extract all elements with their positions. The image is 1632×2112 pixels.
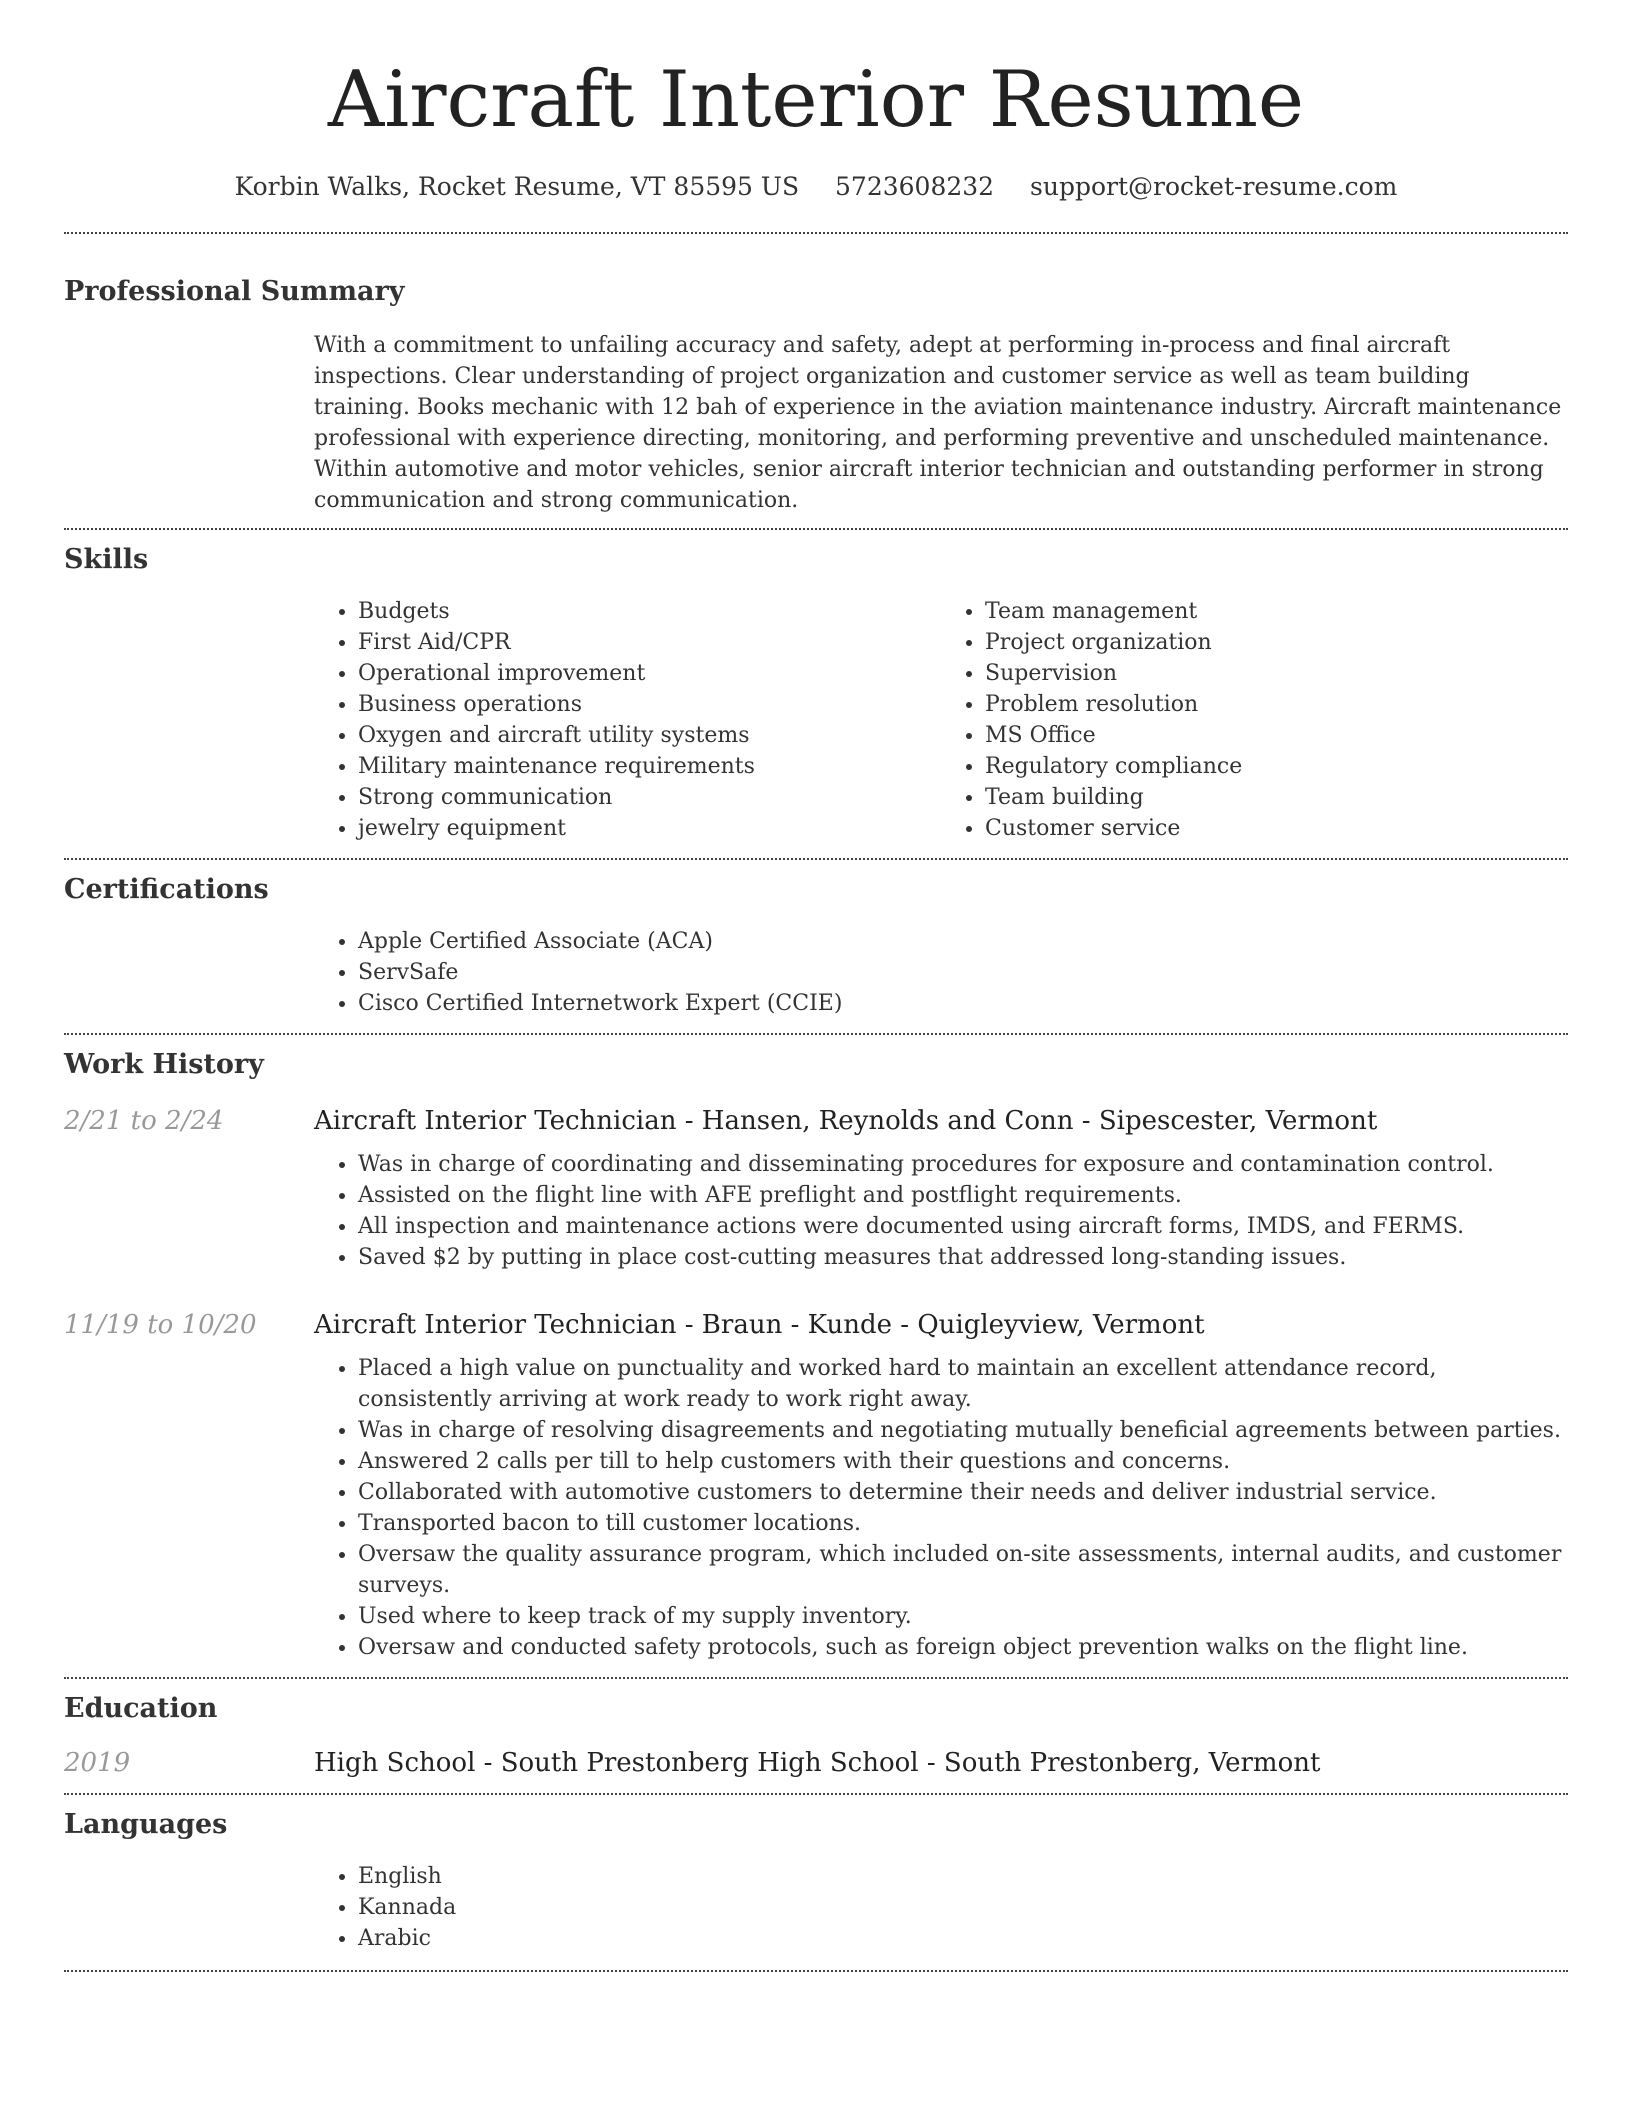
- education-entry: [64, 1743, 1568, 1783]
- job-body: [314, 1305, 1568, 1663]
- divider: [64, 1970, 1568, 1972]
- job-bullet: • Answered 2 calls per till to help customers with their questions and concerns.: [358, 1446, 1568, 1477]
- resume-header: [0, 0, 1632, 204]
- skills-heading: Skills: [64, 544, 149, 575]
- skill-item: • Team building: [985, 782, 1568, 813]
- divider: [64, 232, 1568, 234]
- skill-item: • Military maintenance requirements: [358, 751, 941, 782]
- resume-title: Aircraft Interior Resume: [327, 55, 1305, 145]
- summary-heading: Professional Summary: [64, 276, 405, 307]
- job-title: Aircraft Interior Technician - Braun - Kunde - Quigleyview, Vermont: [314, 1310, 1205, 1340]
- certification-item: • Cisco Certified Internetwork Expert (CCIE): [358, 988, 1568, 1019]
- divider: [64, 1677, 1568, 1679]
- skill-item: • Customer service: [985, 813, 1568, 844]
- certification-item: • ServSafe: [358, 957, 1568, 988]
- skill-item: • Regulatory compliance: [985, 751, 1568, 782]
- job-title: Aircraft Interior Technician - Hansen, Reynolds and Conn - Sipescester, Vermont: [314, 1106, 1378, 1136]
- job-entry: [64, 1101, 1568, 1273]
- skill-item: • Oxygen and aircraft utility systems: [358, 720, 941, 751]
- contact-phone: 5723608232: [835, 172, 995, 201]
- divider: [64, 858, 1568, 860]
- education-heading: Education: [64, 1693, 218, 1724]
- skill-item: • Business operations: [358, 689, 941, 720]
- education-line: High School - South Prestonberg High School - South Prestonberg, Vermont: [314, 1748, 1321, 1778]
- certifications-body: [314, 926, 1568, 1019]
- skill-item: • Budgets: [358, 596, 941, 627]
- job-bullet: • Oversaw the quality assurance program, which included on-site assessments, internal audits, and customer surveys.: [358, 1539, 1568, 1601]
- job-bullet: • Transported bacon to till customer locations.: [358, 1508, 1568, 1539]
- job-body: [314, 1101, 1568, 1273]
- summary-text: With a commitment to unfailing accuracy and safety, adept at performing in-process and final aircraft inspections. Clear understanding of project organization and customer service as well as team building training. Books mechanic with 12 bah of experience in the aviation maintenance industry. Aircraft maintenance professional with experience directing, monitoring, and performing preventive and unscheduled maintenance. Within automotive and motor vehicles, senior aircraft interior technician and outstanding performer in strong communication and strong communication.: [314, 333, 1562, 513]
- skill-item: • Problem resolution: [985, 689, 1568, 720]
- job-bullet: • Saved $2 by putting in place cost-cutting measures that addressed long-standing issues.: [358, 1242, 1568, 1273]
- skill-item: • Project organization: [985, 627, 1568, 658]
- skill-item: • Supervision: [985, 658, 1568, 689]
- certifications-heading: Certifications: [64, 874, 269, 905]
- job-bullet: • Oversaw and conducted safety protocols, such as foreign object prevention walks on the flight line.: [358, 1632, 1568, 1663]
- contact-email: support@rocket-resume.com: [1030, 172, 1398, 201]
- skill-item: • First Aid/CPR: [358, 627, 941, 658]
- languages-section: [64, 1807, 1568, 1843]
- certification-item: • Apple Certified Associate (ACA): [358, 926, 1568, 957]
- skills-grid: [314, 596, 1568, 844]
- skills-list-right: [941, 596, 1568, 844]
- divider: [64, 1033, 1568, 1035]
- job-dates: 11/19 to 10/20: [64, 1310, 257, 1340]
- job-bullet: • Assisted on the flight line with AFE preflight and postflight requirements.: [358, 1180, 1568, 1211]
- job-bullets: [314, 1353, 1568, 1663]
- summary-body: [314, 330, 1568, 516]
- job-bullet: • All inspection and maintenance actions were documented using aircraft forms, IMDS, and FERMS.: [358, 1211, 1568, 1242]
- job-bullet: • Used where to keep track of my supply inventory.: [358, 1601, 1568, 1632]
- education-body: [314, 1743, 1568, 1783]
- languages-body: [314, 1861, 1568, 1954]
- contact-address: Korbin Walks, Rocket Resume, VT 85595 US: [234, 172, 800, 201]
- education-year: 2019: [64, 1748, 131, 1778]
- certifications-list: [314, 926, 1568, 1019]
- language-item: • Arabic: [358, 1923, 1568, 1954]
- contact-line: [0, 170, 1632, 204]
- skill-item: • Strong communication: [358, 782, 941, 813]
- languages-heading: Languages: [64, 1809, 228, 1840]
- job-bullet: • Placed a high value on punctuality and worked hard to maintain an excellent attendance record, consistently arriving at work ready to work right away.: [358, 1353, 1568, 1415]
- skills-list-left: [314, 596, 941, 844]
- job-dates: 2/21 to 2/24: [64, 1106, 224, 1136]
- skill-item: • jewelry equipment: [358, 813, 941, 844]
- work-section: [64, 1047, 1568, 1083]
- divider: [64, 528, 1568, 530]
- skill-item: • MS Office: [985, 720, 1568, 751]
- skill-item: • Operational improvement: [358, 658, 941, 689]
- job-bullet: • Collaborated with automotive customers to determine their needs and deliver industrial service.: [358, 1477, 1568, 1508]
- work-heading: Work History: [64, 1049, 264, 1080]
- divider: [64, 1793, 1568, 1795]
- languages-list: [314, 1861, 1568, 1954]
- language-item: • English: [358, 1861, 1568, 1892]
- job-bullet: • Was in charge of resolving disagreements and negotiating mutually beneficial agreements between parties.: [358, 1415, 1568, 1446]
- summary-section: [64, 274, 1568, 310]
- language-item: • Kannada: [358, 1892, 1568, 1923]
- certifications-section: [64, 872, 1568, 908]
- job-bullets: [314, 1149, 1568, 1273]
- education-section: [64, 1691, 1568, 1727]
- job-bullet: • Was in charge of coordinating and disseminating procedures for exposure and contamination control.: [358, 1149, 1568, 1180]
- job-entry: [64, 1305, 1568, 1663]
- skill-item: • Team management: [985, 596, 1568, 627]
- skills-section: [64, 542, 1568, 578]
